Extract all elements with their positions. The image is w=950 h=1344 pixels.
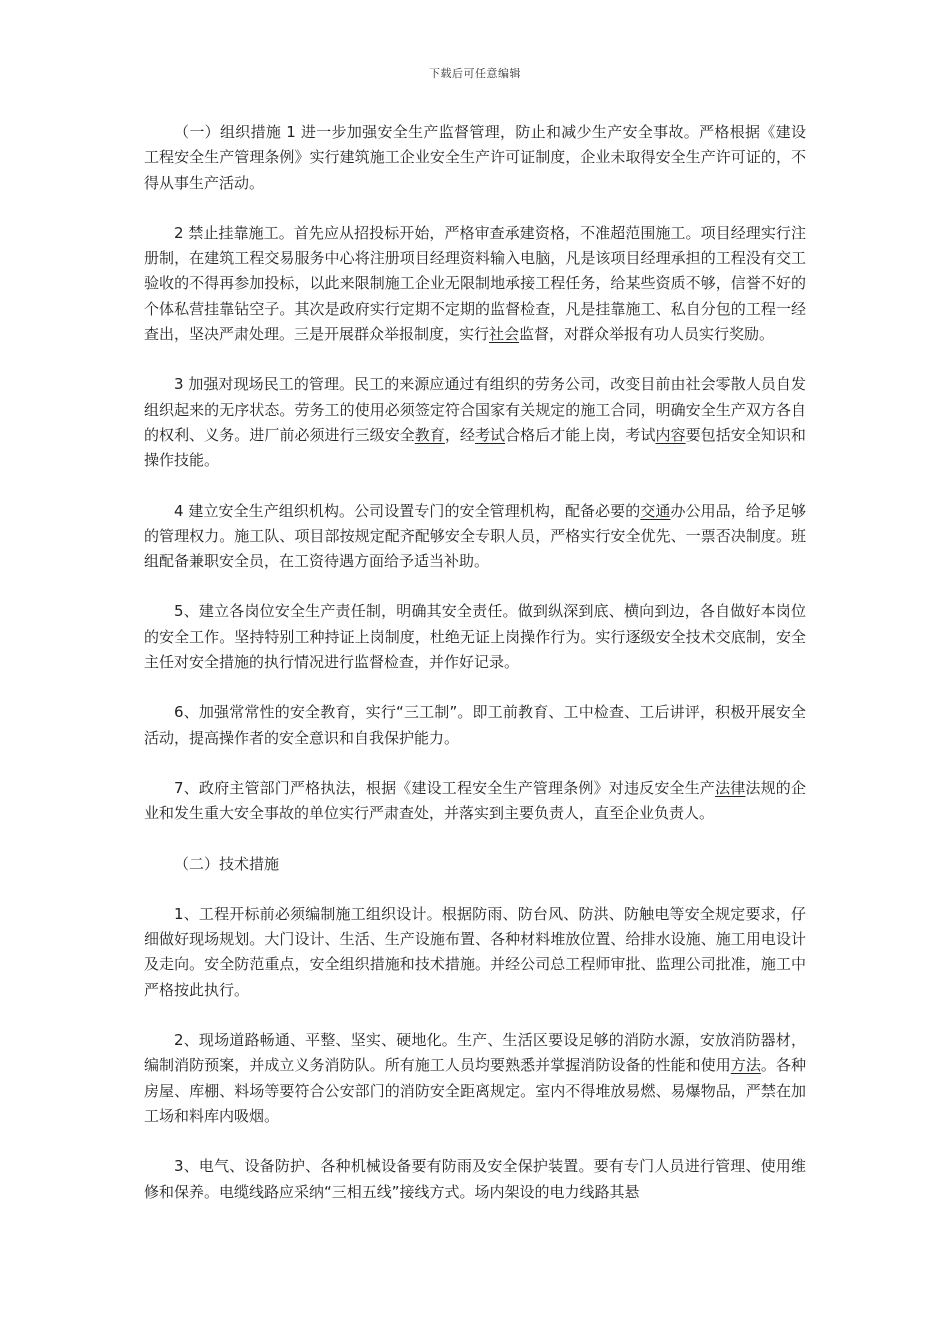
paragraph-text: 3 加强对现场民工的管理。民工的来源应通过有组织的劳务公司，改变目前由社会零散人员自发组织起来的无序状态。劳务工的使用必须签定符合国家有关规定的施工合同，明确安全生产双方各自的权利、义务。进厂前必须进行三级安全 (144, 375, 806, 444)
body-paragraph (144, 372, 806, 473)
paragraph-text: 监督，对群众举报有功人员实行奖励。 (519, 325, 775, 344)
body-paragraph (144, 1028, 806, 1129)
document-body (144, 120, 806, 1230)
paragraph-text: 办公用品，给予足够的管理权力。施工队、项目部按规定配齐配够安全专职人员，严格实行安全优先、一票否决制度。班组配备兼职安全员，在工资待遇方面给予适当补助。 (144, 501, 806, 571)
section-heading (144, 852, 806, 877)
underlined-term: 交通 (640, 501, 671, 520)
paragraph-text: 1、工程开标前必须编制施工组织设计。根据防雨、防台风、防洪、防触电等安全规定要求，仔细做好现场规划。大门设计、生活、生产设施布置、各种材料堆放位置、给排水设施、施工用电设计及走向。安全防范重点，安全组织措施和技术措施。并经公司总工程师审批、监理公司批准，施工中严格按此执行。 (144, 904, 806, 999)
paragraph-text: 要包括安全知识和操作技能。 (144, 425, 806, 470)
paragraph-text: 7、政府主管部门严格执法，根据《建设工程安全生产管理条例》对违反安全生产 (174, 778, 716, 797)
body-paragraph (144, 499, 806, 575)
underlined-term: 社会 (489, 325, 520, 344)
paragraph-text: （一）组织措施 1 进一步加强安全生产监督管理，防止和减少生产安全事故。严格根据《建设工程安全生产管理条例》实行建筑施工企业安全生产许可证制度，企业未取得安全生产许可证的，不得从事生产活动。 (144, 123, 806, 192)
paragraph-text: ，经 (444, 425, 475, 444)
paragraph-text: 5、建立各岗位安全生产责任制，明确其安全责任。做到纵深到底、横向到边，各自做好本岗位的安全工作。坚持特别工种持证上岗制度，杜绝无证上岗操作行为。实行逐级安全技术交底制，安全主任对安全措施的执行情况进行监督检查，并作好记录。 (144, 602, 806, 672)
underlined-term: 内容 (655, 425, 686, 444)
body-paragraph (144, 776, 806, 827)
paragraph-text: （二）技术措施 (174, 854, 280, 873)
body-paragraph (144, 902, 806, 1003)
paragraph-text: 。各种房屋、库棚、料场等要符合公安部门的消防安全距离规定。室内不得堆放易燃、易爆物品，严禁在加工场和料库内吸烟。 (144, 1056, 806, 1125)
paragraph-text: 2、现场道路畅通、平整、坚实、硬地化。生产、生活区要设足够的消防水源，安放消防器材，编制消防预案，并成立义务消防队。所有施工人员均要熟悉并掌握消防设备的性能和使用 (144, 1031, 806, 1075)
paragraph-text: 4 建立安全生产组织机构。公司设置专门的安全管理机构，配备必要的 (174, 501, 641, 520)
underlined-term: 教育 (414, 425, 445, 444)
paragraph-text: 6、加强常常性的安全教育，实行“三工制”。即工前教育、工中检查、工后讲评，积极开展安全活动，提高操作者的安全意识和自我保护能力。 (144, 703, 806, 747)
underlined-term: 考试 (474, 425, 506, 444)
underlined-term: 法律 (715, 778, 746, 797)
page-header: 下载后可任意编辑 (429, 67, 521, 80)
paragraph-text: 法规的企业和发生重大安全事故的单位实行严肃查处，并落实到主要负责人，直至企业负责人。 (144, 778, 806, 823)
body-paragraph (144, 221, 806, 347)
paragraph-text: 合格后才能上岗，考试 (505, 425, 656, 444)
body-paragraph (144, 700, 806, 751)
body-paragraph (144, 599, 806, 675)
paragraph-text: 3、电气、设备防护、各种机械设备要有防雨及安全保护装置。要有专门人员进行管理、使用维修和保养。电缆线路应采纳“三相五线”接线方式。场内架设的电力线路其悬 (144, 1157, 806, 1201)
paragraph-text: 2 禁止挂靠施工。首先应从招投标开始，严格审查承建资格，不准超范围施工。项目经理实行注册制，在建筑工程交易服务中心将注册项目经理资料输入电脑，凡是该项目经理承担的工程没有交工验收的不得再参加投标，以此来限制施工企业无限制地承接工程任务，给某些资质不够，信誉不好的个体私营挂靠钻空子。其次是政府实行定期不定期的监督检查，凡是挂靠施工、私自分包的工程一经查出，坚决严肃处理。三是开展群众举报制度，实行 (144, 223, 806, 344)
underlined-term: 方法 (730, 1056, 761, 1075)
body-paragraph (144, 1154, 806, 1205)
body-paragraph (144, 120, 806, 196)
